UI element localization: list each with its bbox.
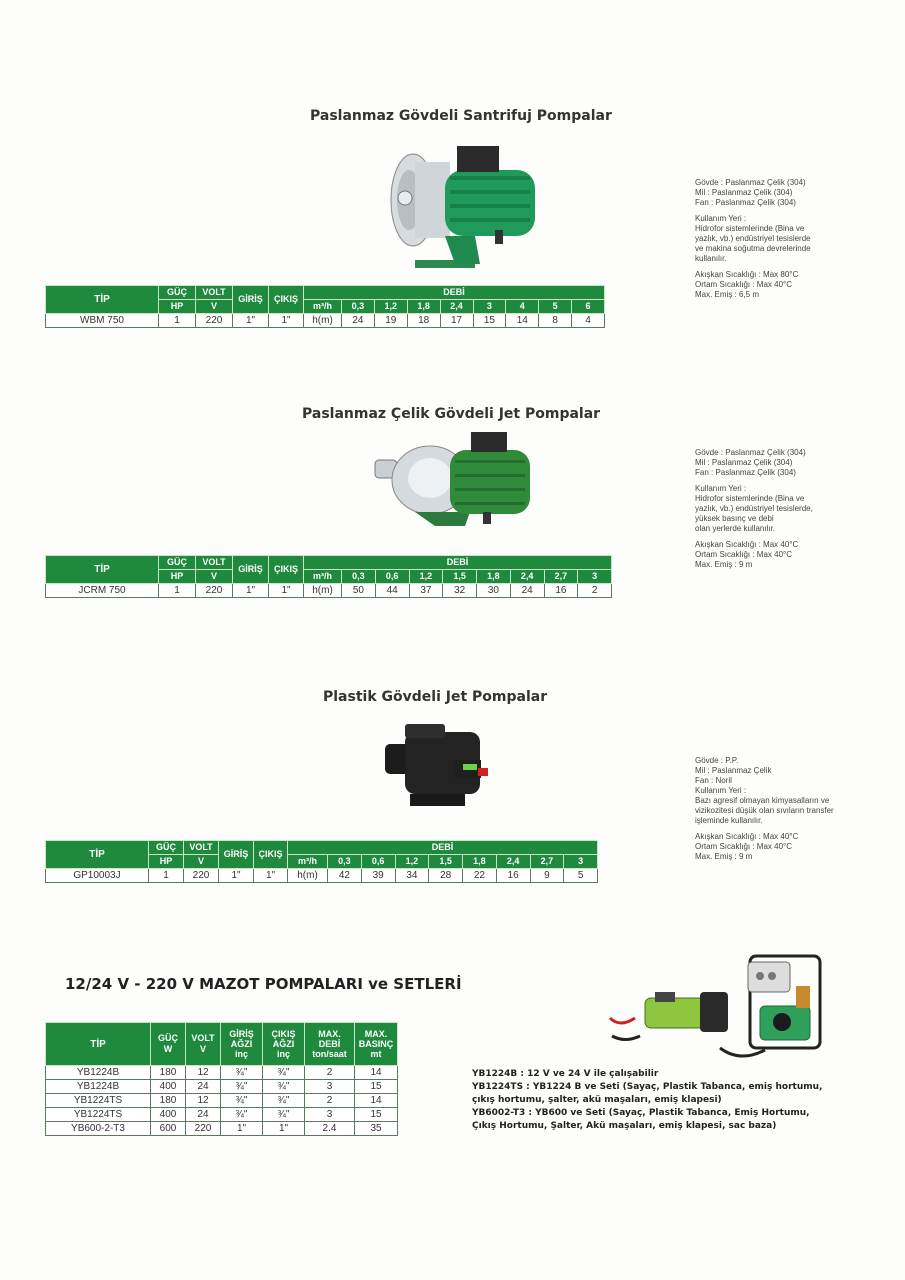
note-line: Kullanım Yeri :	[695, 786, 747, 795]
cell-tip: YB1224B	[46, 1066, 151, 1080]
flow-value: 1,8	[407, 300, 440, 314]
note-line: Max. Emiş : 9 m	[695, 852, 753, 861]
cell-cikis: ¾"	[263, 1108, 305, 1122]
note-line: Akışkan Sıcaklığı : Max 40°C	[695, 540, 799, 549]
cell-guc: 1	[159, 584, 196, 598]
flow-value: 2,4	[496, 855, 530, 869]
header-cikis: ÇIKIŞ	[269, 286, 304, 314]
header-cikis-label2: AĞZI	[272, 1039, 295, 1049]
flow-value: 0,3	[342, 300, 375, 314]
header-guc: GÜÇ	[159, 286, 196, 300]
header-guc-unit: HP	[149, 855, 184, 869]
flow-value: 0,6	[375, 570, 409, 584]
header-debi-unit: ton/saat	[312, 1049, 347, 1059]
note-line: yazlık, vb.) endüstriyel tesislerde	[695, 234, 811, 243]
header-giris: GİRİŞ	[233, 556, 269, 584]
cell-volt: 24	[186, 1108, 221, 1122]
cell-cikis: ¾"	[263, 1080, 305, 1094]
cell-head: 30	[477, 584, 511, 598]
header-cikis-label: ÇIKIŞ	[271, 1029, 296, 1039]
section-title-jet: Paslanmaz Çelik Gövdeli Jet Pompalar	[302, 406, 601, 422]
cell-giris: ¾"	[221, 1094, 263, 1108]
cell-guc: 1	[149, 869, 184, 883]
note-line: Mil : Paslanmaz Çelik (304)	[695, 188, 793, 197]
note-line: Max. Emiş : 6,5 m	[695, 290, 760, 299]
table-row	[46, 1066, 398, 1080]
header-cikis: ÇIKIŞ	[269, 556, 304, 584]
cell-volt: 12	[186, 1066, 221, 1080]
flow-value: 1,5	[443, 570, 477, 584]
cell-head: 28	[429, 869, 463, 883]
cell-basinc: 15	[355, 1108, 398, 1122]
spec-table-diesel	[45, 1022, 398, 1136]
cell-giris: ¾"	[221, 1080, 263, 1094]
cell-head: 9	[530, 869, 564, 883]
cell-basinc: 35	[355, 1122, 398, 1136]
flow-value: 3	[473, 300, 506, 314]
note-line: işleminde kullanılır.	[695, 816, 763, 825]
cell-head: 14	[506, 314, 539, 328]
cell-head: 50	[342, 584, 376, 598]
header-basinc	[355, 1023, 398, 1066]
header-flow-unit: m³/h	[304, 300, 342, 314]
cell-head: 19	[374, 314, 407, 328]
cell-head: 44	[375, 584, 409, 598]
cell-head-unit: h(m)	[304, 584, 342, 598]
header-tip: TİP	[46, 556, 159, 584]
note-line: yüksek basınç ve debi	[695, 514, 774, 523]
cell-volt: 24	[186, 1080, 221, 1094]
diesel-descriptions	[472, 1068, 822, 1133]
header-giris	[221, 1023, 263, 1066]
header-tip: TİP	[46, 841, 149, 869]
note-line: Kullanım Yeri :	[695, 484, 747, 493]
cell-head: 42	[328, 869, 362, 883]
cell-debi: 3	[305, 1080, 355, 1094]
header-flow-unit: m³/h	[288, 855, 328, 869]
note-line: Fan : Paslanmaz Çelik (304)	[695, 468, 796, 477]
cell-head: 15	[473, 314, 506, 328]
cell-basinc: 15	[355, 1080, 398, 1094]
header-guc-label: GÜÇ	[158, 1033, 178, 1043]
cell-head: 32	[443, 584, 477, 598]
note-line: Hidrofor sistemlerinde (Bina ve	[695, 494, 805, 503]
header-volt: VOLT	[184, 841, 219, 855]
cell-volt: 220	[196, 314, 233, 328]
cell-basinc: 14	[355, 1094, 398, 1108]
spec-table-plastic	[45, 840, 598, 883]
cell-cikis: ¾"	[263, 1066, 305, 1080]
header-giris: GİRİŞ	[219, 841, 254, 869]
cell-volt: 220	[184, 869, 219, 883]
table-row	[46, 1094, 398, 1108]
flow-value: 6	[572, 300, 605, 314]
note-line: Gövde : Paslanmaz Çelik (304)	[695, 178, 806, 187]
cell-head: 18	[407, 314, 440, 328]
header-cikis	[263, 1023, 305, 1066]
note-line: Gövde : Paslanmaz Çelik (304)	[695, 448, 806, 457]
header-basinc-unit: mt	[370, 1049, 382, 1059]
note-line: Akışkan Sıcaklığı : Max 40°C	[695, 832, 799, 841]
header-debi: DEBİ	[288, 841, 598, 855]
flow-value: 1,8	[463, 855, 497, 869]
cell-head: 34	[395, 869, 429, 883]
header-basinc-label2: BASINÇ	[358, 1039, 394, 1049]
cell-head: 2	[578, 584, 612, 598]
cell-tip: JCRM 750	[46, 584, 159, 598]
header-volt	[186, 1023, 221, 1066]
cell-head-unit: h(m)	[288, 869, 328, 883]
header-guc: GÜÇ	[149, 841, 184, 855]
cell-cikis: ¾"	[263, 1094, 305, 1108]
flow-value: 3	[578, 570, 612, 584]
flow-value: 1,8	[477, 570, 511, 584]
header-giris-label: GİRİŞ	[229, 1029, 254, 1039]
header-giris-label2: AĞZI	[230, 1039, 253, 1049]
flow-value: 2,4	[440, 300, 473, 314]
flow-value: 0,3	[328, 855, 362, 869]
header-volt-unit: V	[199, 1044, 206, 1054]
spec-table-centrifugal	[45, 285, 605, 328]
cell-head: 24	[342, 314, 375, 328]
note-line: Gövde : P.P.	[695, 756, 739, 765]
header-guc	[151, 1023, 186, 1066]
cell-basinc: 14	[355, 1066, 398, 1080]
note-line: Fan : Paslanmaz Çelik (304)	[695, 198, 796, 207]
cell-giris: 1"	[233, 314, 269, 328]
table-row	[46, 1122, 398, 1136]
header-debi: DEBİ	[304, 286, 605, 300]
cell-head-unit: h(m)	[304, 314, 342, 328]
note-line: yazlık, vb.) endüstriyel tesislerde,	[695, 504, 813, 513]
table-row	[46, 314, 605, 328]
cell-head: 24	[510, 584, 544, 598]
cell-tip: YB1224B	[46, 1080, 151, 1094]
cell-head: 37	[409, 584, 443, 598]
section-title-plastic: Plastik Gövdeli Jet Pompalar	[323, 689, 548, 705]
note-line: Ortam Sıcaklığı : Max 40°C	[695, 280, 793, 289]
cell-volt: 220	[186, 1122, 221, 1136]
cell-tip: WBM 750	[46, 314, 159, 328]
header-tip: TİP	[46, 1023, 151, 1066]
flow-value: 1,5	[429, 855, 463, 869]
header-debi-label: MAX.	[318, 1029, 341, 1039]
note-line: Ortam Sıcaklığı : Max 40°C	[695, 842, 793, 851]
note-line: Ortam Sıcaklığı : Max 40°C	[695, 550, 793, 559]
flow-value: 2,7	[544, 570, 578, 584]
header-volt-label: VOLT	[191, 1033, 215, 1043]
cell-head: 8	[539, 314, 572, 328]
header-debi-label2: DEBİ	[318, 1039, 341, 1049]
header-flow-unit: m³/h	[304, 570, 342, 584]
cell-volt: 12	[186, 1094, 221, 1108]
cell-head: 16	[496, 869, 530, 883]
cell-head: 17	[440, 314, 473, 328]
cell-cikis: 1"	[269, 584, 304, 598]
note-line: Mil : Paslanmaz Çelik (304)	[695, 458, 793, 467]
cell-giris: ¾"	[221, 1066, 263, 1080]
flow-value: 5	[539, 300, 572, 314]
cell-debi: 2	[305, 1094, 355, 1108]
header-tip: TİP	[46, 286, 159, 314]
flow-value: 1,2	[395, 855, 429, 869]
note-line: vizikozitesi düşük olan sıvıların transfer	[695, 806, 834, 815]
cell-guc: 600	[151, 1122, 186, 1136]
description-line: YB1224B : 12 V ve 24 V ile çalışabilir	[472, 1069, 659, 1079]
cell-guc: 180	[151, 1094, 186, 1108]
header-giris: GİRİŞ	[233, 286, 269, 314]
cell-cikis: 1"	[269, 314, 304, 328]
flow-value: 3	[564, 855, 598, 869]
cell-cikis: 1"	[254, 869, 288, 883]
flow-value: 1,2	[374, 300, 407, 314]
cell-head: 4	[572, 314, 605, 328]
header-debi	[305, 1023, 355, 1066]
header-volt-unit: V	[196, 570, 233, 584]
cell-tip: YB600-2-T3	[46, 1122, 151, 1136]
notes-centrifugal	[695, 178, 811, 300]
note-line: ve makina soğutma devrelerinde	[695, 244, 811, 253]
cell-guc: 1	[159, 314, 196, 328]
header-basinc-label: MAX.	[364, 1029, 388, 1039]
cell-tip: YB1224TS	[46, 1108, 151, 1122]
diesel-pump-set-image	[600, 948, 835, 1068]
cell-head: 22	[463, 869, 497, 883]
table-row	[46, 1080, 398, 1094]
note-line: Hidrofor sistemlerinde (Bina ve	[695, 224, 805, 233]
cell-debi: 3	[305, 1108, 355, 1122]
note-line: Akışkan Sıcaklığı : Max 80°C	[695, 270, 799, 279]
flow-value: 2,4	[510, 570, 544, 584]
header-guc-unit: HP	[159, 300, 196, 314]
note-line: Max. Emiş : 9 m	[695, 560, 753, 569]
centrifugal-pump-image	[385, 140, 550, 270]
cell-giris: 1"	[233, 584, 269, 598]
table-row	[46, 584, 612, 598]
cell-tip: YB1224TS	[46, 1094, 151, 1108]
header-volt: VOLT	[196, 286, 233, 300]
table-row	[46, 869, 598, 883]
cell-cikis: 1"	[263, 1122, 305, 1136]
flow-value: 1,2	[409, 570, 443, 584]
cell-giris: 1"	[219, 869, 254, 883]
cell-volt: 220	[196, 584, 233, 598]
flow-value: 0,6	[361, 855, 395, 869]
description-line: Çıkış Hortumu, Şalter, Akü maşaları, emiş klapesi, sac baza)	[472, 1121, 777, 1131]
description-line: YB6002-T3 : YB600 ve Seti (Sayaç, Plastik Tabanca, Emiş Hortumu,	[472, 1108, 810, 1118]
cell-guc: 180	[151, 1066, 186, 1080]
header-guc: GÜÇ	[159, 556, 196, 570]
cell-head: 16	[544, 584, 578, 598]
header-giris-unit: inç	[234, 1049, 248, 1059]
cell-tip: GP10003J	[46, 869, 149, 883]
cell-debi: 2	[305, 1066, 355, 1080]
note-line: Fan : Noril	[695, 776, 732, 785]
note-line: Bazı agresif olmayan kimyasalların ve	[695, 796, 830, 805]
cell-debi: 2.4	[305, 1122, 355, 1136]
header-volt: VOLT	[196, 556, 233, 570]
note-line: Kullanım Yeri :	[695, 214, 747, 223]
spec-table-jet	[45, 555, 612, 598]
jet-pump-image	[375, 430, 545, 530]
table-row	[46, 1108, 398, 1122]
header-volt-unit: V	[196, 300, 233, 314]
flow-value: 2,7	[530, 855, 564, 869]
diesel-section-title: 12/24 V - 220 V MAZOT POMPALARI ve SETLERİ	[65, 975, 462, 993]
notes-plastic	[695, 756, 834, 862]
note-line: Mil : Paslanmaz Çelik	[695, 766, 772, 775]
header-guc-unit: W	[163, 1044, 173, 1054]
cell-head: 39	[361, 869, 395, 883]
cell-head: 5	[564, 869, 598, 883]
plastic-jet-pump-image	[375, 722, 495, 812]
section-title-centrifugal: Paslanmaz Gövdeli Santrifuj Pompalar	[310, 108, 612, 124]
description-line: çıkış hortumu, şalter, akü maşaları, emiş klapesi)	[472, 1095, 722, 1105]
header-debi: DEBİ	[304, 556, 612, 570]
header-cikis-unit: inç	[276, 1049, 290, 1059]
cell-guc: 400	[151, 1108, 186, 1122]
notes-jet	[695, 448, 813, 570]
description-line: YB1224TS : YB1224 B ve Seti (Sayaç, Plastik Tabanca, emiş hortumu,	[472, 1082, 823, 1092]
header-cikis: ÇIKIŞ	[254, 841, 288, 869]
cell-giris: 1"	[221, 1122, 263, 1136]
cell-giris: ¾"	[221, 1108, 263, 1122]
header-guc-unit: HP	[159, 570, 196, 584]
header-volt-unit: V	[184, 855, 219, 869]
cell-guc: 400	[151, 1080, 186, 1094]
flow-value: 4	[506, 300, 539, 314]
flow-value: 0,3	[342, 570, 376, 584]
note-line: olan yerlerde kullanılır.	[695, 524, 776, 533]
note-line: kullanılır.	[695, 254, 727, 263]
